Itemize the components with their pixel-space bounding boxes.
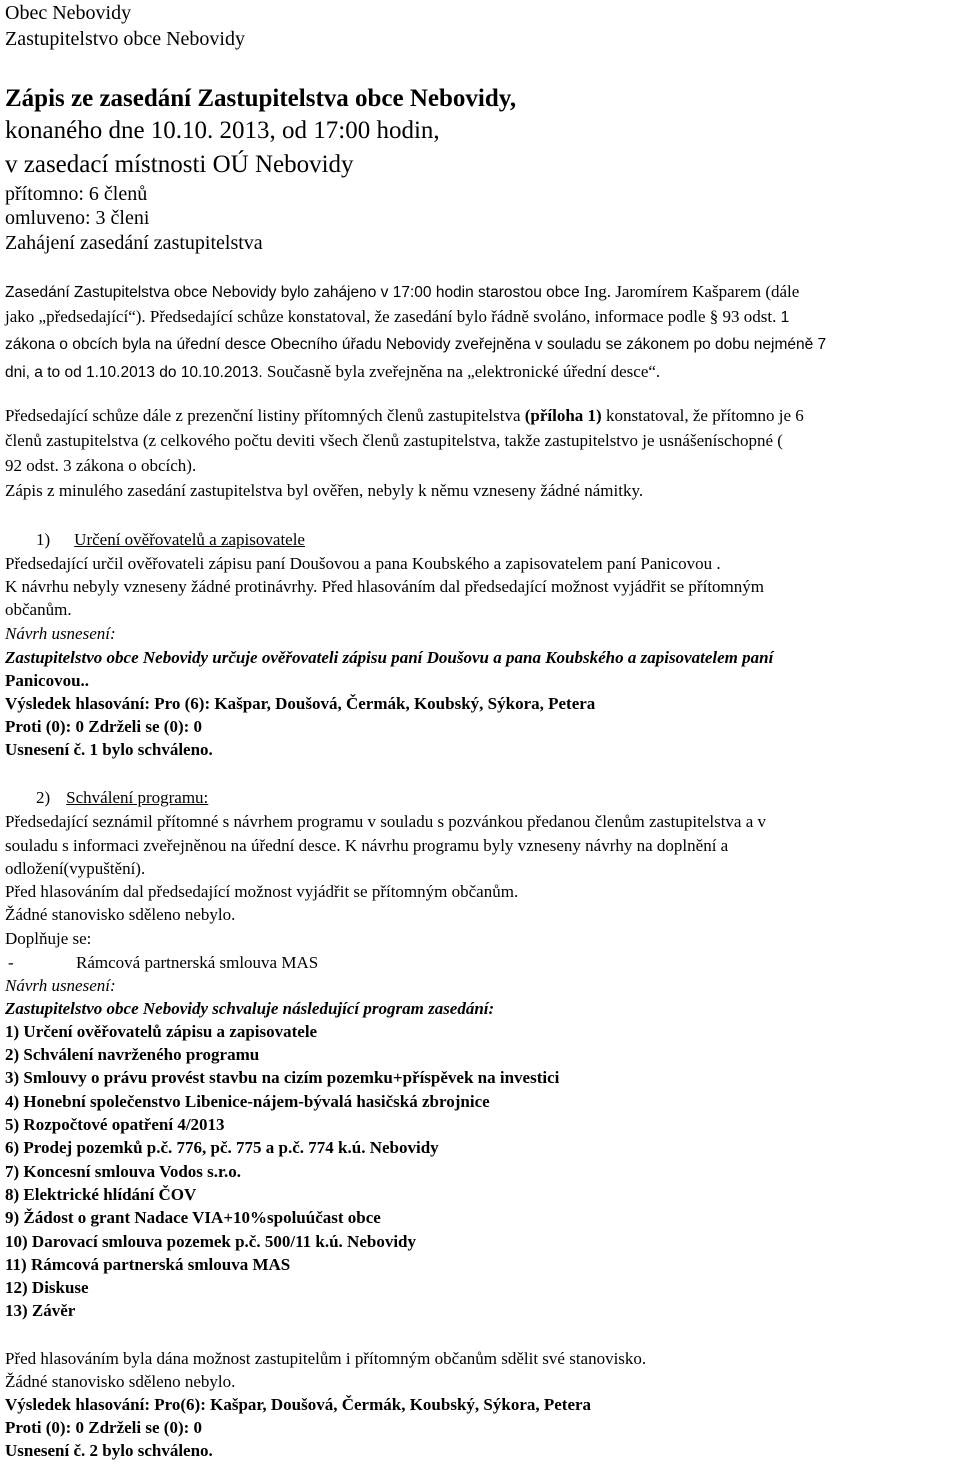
present-count: přítomno: 6 členů — [5, 183, 148, 205]
attendance-line-2: členů zastupitelstva (z celkového počtu deviti všech členů zastupitelstva, takže zastupitelstvo je usnášeníschopné ( — [5, 431, 783, 450]
municipality-name: Obec Nebovidy — [5, 2, 132, 24]
section-1-resolution-line-1: Zastupitelstvo obce Nebovidy určuje ověřovateli zápisu paní Doušovu a pana Koubského a zapisovatelem paní — [5, 648, 774, 667]
program-item: 1) Určení ověřovatelů zápisu a zapisovatele — [5, 1022, 318, 1041]
section-2-proposal-label: Návrh usnesení: — [5, 976, 116, 995]
document-title: Zápis ze zasedání Zastupitelstva obce Nebovidy, — [5, 85, 517, 112]
council-name: Zastupitelstvo obce Nebovidy — [5, 28, 245, 50]
excused-count: omluveno: 3 členi — [5, 207, 150, 229]
section-2-vote-result: Výsledek hlasování: Pro(6): Kašpar, Doušová, Čermák, Koubský, Sýkora, Petera — [5, 1395, 592, 1414]
program-item: 11) Rámcová partnerská smlouva MAS — [5, 1255, 291, 1274]
section-1-vote-against: Proti (0): 0 Zdrželi se (0): 0 — [5, 717, 203, 736]
section-2-added-item: Rámcová partnerská smlouva MAS — [76, 953, 319, 972]
intro-line-3: zákona o obcích byla na úřední desce Obecního úřadu Nebovidy zveřejněna v souladu se zákonem po dobu nejméně 7 — [5, 336, 827, 353]
section-1-vote-result: Výsledek hlasování: Pro (6): Kašpar, Doušová, Čermák, Koubský, Sýkora, Petera — [5, 694, 596, 713]
section-2-line-1: Předsedající seznámil přítomné s návrhem programu v souladu s pozvánkou předanou členům zastupitelstva a v — [5, 812, 767, 831]
program-item: 5) Rozpočtové opatření 4/2013 — [5, 1115, 225, 1134]
intro-line-2: jako „předsedající“). Předsedající schůze konstatoval, že zasedání bylo řádně svoláno, informace podle § 93 odst. 1 — [5, 307, 790, 326]
section-1-heading: 1) Určení ověřovatelů a zapisovatele — [36, 530, 305, 549]
program-item: 2) Schválení navrženého programu — [5, 1045, 260, 1064]
meeting-place: v zasedací místnosti OÚ Nebovidy — [5, 151, 354, 178]
program-item: 13) Závěr — [5, 1301, 76, 1320]
program-item: 12) Diskuse — [5, 1278, 89, 1297]
section-1-resolution-line-2: Panicovou.. — [5, 671, 90, 690]
program-item: 6) Prodej pozemků p.č. 776, pč. 775 a p.č. 774 k.ú. Nebovidy — [5, 1138, 439, 1157]
program-item: 9) Žádost o grant Nadace VIA+10%spoluúčast obce — [5, 1208, 381, 1227]
section-2-line-6: Doplňuje se: — [5, 929, 92, 948]
attendance-line-1: Předsedající schůze dále z prezenční listiny přítomných členů zastupitelstva (příloha 1) konstatoval, že přítomno je 6 — [5, 406, 804, 425]
section-2-line-8: Před hlasováním byla dána možnost zastupitelům i přítomným občanům sdělit své stanovisko. — [5, 1349, 647, 1368]
meeting-date: konaného dne 10.10. 2013, od 17:00 hodin, — [5, 117, 440, 144]
intro-line-1: Zasedání Zastupitelstva obce Nebovidy bylo zahájeno v 17:00 hodin starostou obce Ing. Jaromírem Kašparem (dále — [5, 282, 800, 301]
section-2-heading: 2) Schválení programu: — [36, 788, 209, 807]
section-2-line-2: souladu s informaci zveřejněnou na úřední desce. K návrhu programu byly vzneseny návrhy na doplnění a — [5, 836, 729, 855]
section-2-line-4: Před hlasováním dal předsedající možnost vyjádřit se přítomným občanům. — [5, 882, 519, 901]
section-1-proposal-label: Návrh usnesení: — [5, 624, 116, 643]
section-2-line-9: Žádné stanovisko sděleno nebylo. — [5, 1372, 236, 1391]
section-2-line-3: odložení(vypuštění). — [5, 859, 146, 878]
program-item: 8) Elektrické hlídání ČOV — [5, 1185, 197, 1204]
program-item: 10) Darovací smlouva pozemek p.č. 500/11 k.ú. Nebovidy — [5, 1232, 417, 1251]
intro-line-4: dni, a to od 1.10.2013 do 10.10.2013. Současně byla zveřejněna na „elektronické úřední desce“. — [5, 362, 661, 381]
section-1-resolution-status: Usnesení č. 1 bylo schváleno. — [5, 740, 213, 759]
attendance-line-3: 92 odst. 3 zákona o obcích). — [5, 456, 197, 475]
program-item: 7) Koncesní smlouva Vodos s.r.o. — [5, 1162, 242, 1181]
previous-minutes-note: Zápis z minulého zasedání zastupitelstva byl ověřen, nebyly k němu vzneseny žádné námitky. — [5, 481, 644, 500]
opening-heading: Zahájení zasedání zastupitelstva — [5, 232, 263, 254]
section-2-resolution-status: Usnesení č. 2 bylo schváleno. — [5, 1441, 213, 1460]
section-1-line-2: K návrhu nebyly vzneseny žádné protinávrhy. Před hlasováním dal předsedající možnost vyjádřit se přítomným — [5, 577, 764, 596]
section-2-line-5: Žádné stanovisko sděleno nebylo. — [5, 905, 236, 924]
section-2-vote-against: Proti (0): 0 Zdrželi se (0): 0 — [5, 1418, 203, 1437]
program-item: 3) Smlouvy o právu provést stavbu na cizím pozemku+příspěvek na investici — [5, 1068, 560, 1087]
program-item: 4) Honební společenstvo Libenice-nájem-bývalá hasičská zbrojnice — [5, 1092, 490, 1111]
section-1-line-1: Předsedající určil ověřovateli zápisu paní Doušovou a pana Koubského a zapisovatelem paní Panicovou . — [5, 554, 721, 573]
section-1-line-3: občanům. — [5, 600, 72, 619]
section-2-list-dash: - — [8, 953, 14, 972]
section-2-resolution: Zastupitelstvo obce Nebovidy schvaluje následující program zasedání: — [5, 999, 495, 1018]
